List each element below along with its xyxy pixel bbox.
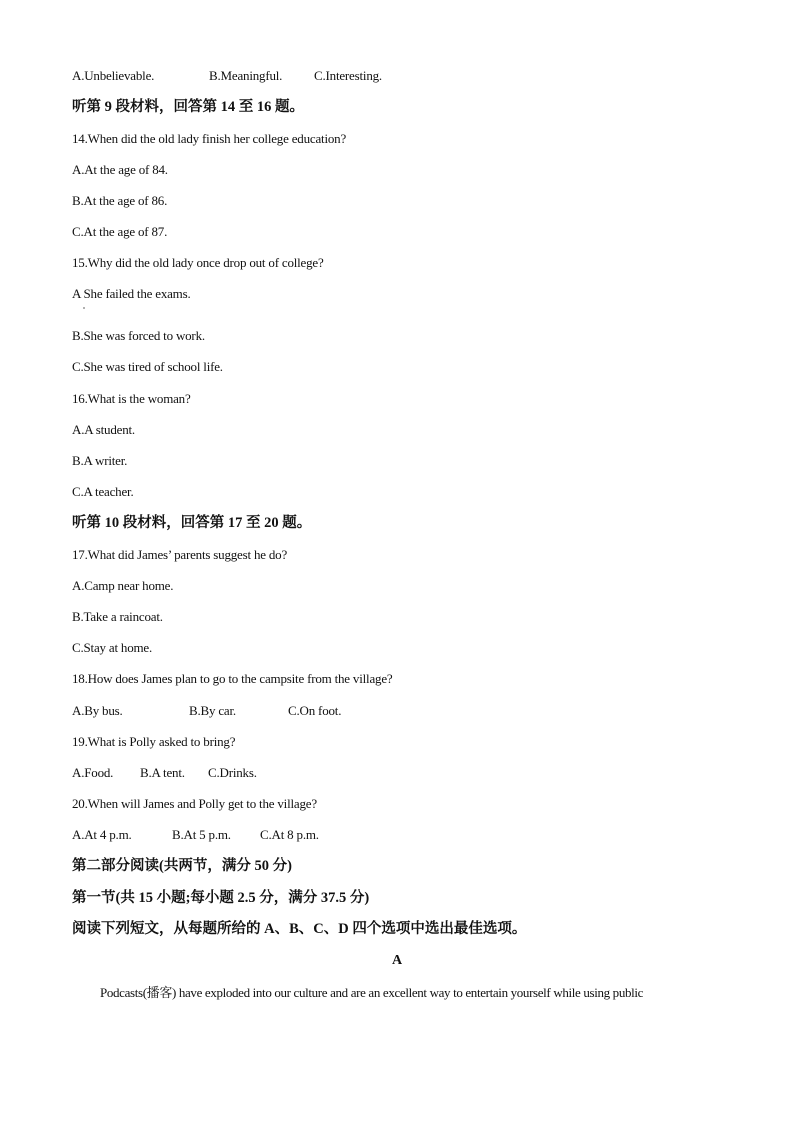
section1-heading: 第一节(共 15 小题;每小题 2.5 分，满分 37.5 分) (72, 890, 370, 906)
q19-option-a: A.Food. (72, 765, 114, 780)
q16-option-c: C.A teacher. (72, 484, 134, 499)
q19-option-b: B.A tent. (140, 765, 185, 780)
q14-option-a: A.At the age of 84. (72, 162, 168, 177)
q19-options (72, 765, 257, 781)
q17-option-c: C.Stay at home. (72, 640, 153, 655)
q15-option-c: C.She was tired of school life. (72, 359, 223, 374)
part2-heading: 第二部分阅读(共两节，满分 50 分) (72, 858, 292, 874)
q18-option-a: A.By bus. (72, 703, 123, 718)
q15-option-b: B.She was forced to work. (72, 328, 205, 343)
q20-option-b: B.At 5 p.m. (172, 827, 231, 842)
section10-heading: 听第 10 段材料，回答第 17 至 20 题。 (72, 515, 312, 531)
reading-instruction: 阅读下列短文，从每题所给的 A、B、C、D 四个选项中选出最佳选项。 (72, 921, 527, 937)
q15-option-a: A She failed the exams. (72, 286, 191, 301)
q17-question: 17.What did James’ parents suggest he do? (72, 547, 288, 562)
q19-option-c: C.Drinks. (208, 765, 257, 780)
q19-question: 19.What is Polly asked to bring? (72, 734, 236, 749)
q15-question: 15.Why did the old lady once drop out of college? (72, 255, 324, 270)
q20-question: 20.When will James and Polly get to the village? (72, 796, 317, 811)
q16-option-a: A.A student. (72, 422, 135, 437)
passage-label: A (391, 953, 403, 968)
q20-option-a: A.At 4 p.m. (72, 827, 132, 842)
q13-option-c: C.Interesting. (314, 68, 382, 83)
passage-first-line: Podcasts(播客) have exploded into our culture and are an excellent way to entertain yourself while using public (100, 985, 644, 1000)
q14-option-c: C.At the age of 87. (72, 224, 168, 239)
section9-heading: 听第 9 段材料，回答第 14 至 16 题。 (72, 99, 304, 115)
q16-option-b: B.A writer. (72, 453, 128, 468)
q17-option-a: A.Camp near home. (72, 578, 174, 593)
q17-option-b: B.Take a raincoat. (72, 609, 163, 624)
q14-option-b: B.At the age of 86. (72, 193, 168, 208)
q13-options (72, 68, 382, 84)
q20-option-c: C.At 8 p.m. (260, 827, 319, 842)
q13-option-b: B.Meaningful. (209, 68, 283, 83)
q18-option-b: B.By car. (189, 703, 236, 718)
q16-question: 16.What is the woman? (72, 391, 191, 406)
stray-mark (83, 307, 85, 309)
q18-question: 18.How does James plan to go to the campsite from the village? (72, 671, 393, 686)
q20-options (72, 827, 319, 843)
q18-options (72, 703, 341, 719)
q18-option-c: C.On foot. (288, 703, 342, 718)
q14-question: 14.When did the old lady finish her college education? (72, 131, 347, 146)
q13-option-a: A.Unbelievable. (72, 68, 155, 83)
